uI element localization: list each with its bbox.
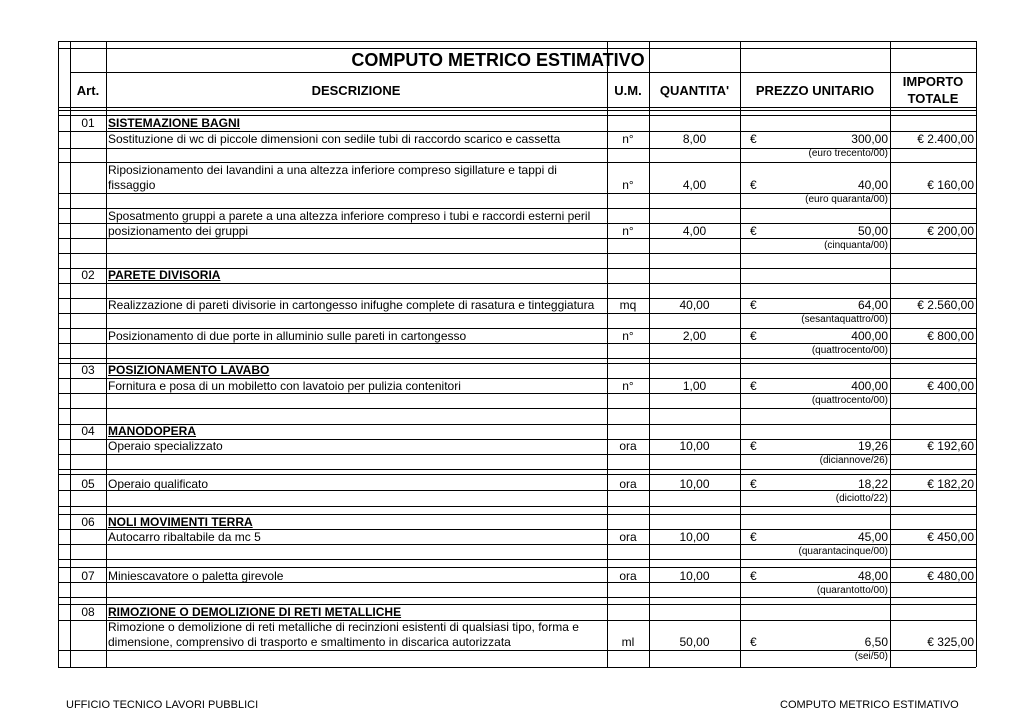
currency-symbol: € xyxy=(750,132,757,146)
grid-line xyxy=(106,41,107,667)
grid-line xyxy=(58,283,976,284)
item-um: ora xyxy=(619,569,637,583)
grid-line xyxy=(58,559,976,560)
item-unit-price: 40,00 xyxy=(857,178,888,192)
grid-line xyxy=(58,469,976,470)
currency-symbol: € xyxy=(750,569,757,583)
grid-line xyxy=(58,238,976,239)
item-unit-price: 19,26 xyxy=(857,439,888,453)
item-um: n° xyxy=(622,379,634,393)
currency-symbol: € xyxy=(750,298,757,312)
grid-line xyxy=(58,506,976,507)
item-quantity: 4,00 xyxy=(682,224,707,238)
item-quantity: 4,00 xyxy=(682,178,707,192)
grid-line xyxy=(58,474,976,475)
item-price-words: (quattrocento/00) xyxy=(811,395,888,406)
item-total: € 182,20 xyxy=(927,477,974,491)
item-description: Operaio specializzato xyxy=(108,439,223,453)
item-unit-price: 50,00 xyxy=(857,224,888,238)
item-um: ora xyxy=(619,477,637,491)
item-price-words: (quarantotto/00) xyxy=(816,585,888,596)
section-art: 03 xyxy=(81,363,95,377)
item-price-words: (diciannove/26) xyxy=(819,455,888,466)
currency-symbol: € xyxy=(750,530,757,544)
item-quantity: 1,00 xyxy=(682,379,707,393)
section-title: RIMOZIONE O DEMOLIZIONE DI RETI METALLICHE xyxy=(108,605,402,619)
section-art: 06 xyxy=(81,515,95,529)
grid-line xyxy=(58,393,976,394)
item-price-words: (euro trecento/00) xyxy=(808,148,888,159)
grid-line xyxy=(976,41,977,667)
grid-line xyxy=(58,253,976,254)
grid-line xyxy=(58,358,976,359)
item-unit-price: 400,00 xyxy=(851,379,888,393)
item-quantity: 40,00 xyxy=(679,298,710,312)
item-total: € 450,00 xyxy=(927,530,974,544)
item-um: n° xyxy=(622,132,634,146)
header-prezzo: PREZZO UNITARIO xyxy=(755,83,875,98)
item-total: € 160,00 xyxy=(927,178,974,192)
section-title: NOLI MOVIMENTI TERRA xyxy=(108,515,253,529)
item-total: € 192,60 xyxy=(927,439,974,453)
item-um: n° xyxy=(622,224,634,238)
section-art: 08 xyxy=(81,605,95,619)
page-title: COMPUTO METRICO ESTIMATIVO xyxy=(351,50,645,70)
item-total: € 480,00 xyxy=(927,569,974,583)
item-total: € 2.400,00 xyxy=(917,132,974,146)
currency-symbol: € xyxy=(750,178,757,192)
header-totale: TOTALE xyxy=(907,91,959,106)
item-description: Posizionamento di due porte in alluminio sulle pareti in cartongesso xyxy=(108,329,467,343)
item-um: mq xyxy=(619,298,637,312)
item-um: ora xyxy=(619,439,637,453)
item-unit-price: 45,00 xyxy=(857,530,888,544)
section-art: 02 xyxy=(81,268,95,282)
section-title: SISTEMAZIONE BAGNI xyxy=(108,116,241,130)
item-um: n° xyxy=(622,178,634,192)
item-unit-price: 64,00 xyxy=(857,298,888,312)
header-um: U.M. xyxy=(614,83,642,98)
header-importo: IMPORTO xyxy=(902,74,964,89)
currency-symbol: € xyxy=(750,329,757,343)
item-quantity: 2,00 xyxy=(682,329,707,343)
item-description: Sposatmento gruppi a parete a una altezza inferiore compreso i tubi e raccordi esterni peril xyxy=(108,209,591,223)
item-price-words: (sesantaquattro/00) xyxy=(801,314,888,325)
item-price-words: (sei/50) xyxy=(854,651,888,662)
item-unit-price: 400,00 xyxy=(851,329,888,343)
item-unit-price: 18,22 xyxy=(857,477,888,491)
grid-line xyxy=(58,544,976,545)
section-art: 01 xyxy=(81,116,95,130)
grid-line xyxy=(58,343,976,344)
section-title: MANODOPERA xyxy=(108,424,197,438)
item-unit-price: 6,50 xyxy=(864,635,888,649)
item-price-words: (euro quaranta/00) xyxy=(805,194,888,205)
currency-symbol: € xyxy=(750,477,757,491)
item-description-cont: dimensione, comprensivo di trasporto e smaltimento in discarica autorizzata xyxy=(108,635,511,649)
footer-doc-title: COMPUTO METRICO ESTIMATIVO xyxy=(780,699,959,711)
item-price-words: (cinquanta/00) xyxy=(824,240,888,251)
item-quantity: 8,00 xyxy=(682,132,707,146)
section-title: PARETE DIVISORIA xyxy=(108,268,221,282)
item-total: € 325,00 xyxy=(927,635,974,649)
grid-line xyxy=(58,41,59,667)
item-total: € 800,00 xyxy=(927,329,974,343)
item-description: Sostituzione di wc di piccole dimensioni con sedile tubi di raccordo scarico e cassetta xyxy=(108,132,561,146)
currency-symbol: € xyxy=(750,439,757,453)
grid-line xyxy=(58,41,976,42)
section-art: 04 xyxy=(81,424,95,438)
grid-line xyxy=(58,107,976,108)
item-description: Fornitura e posa di un mobiletto con lavatoio per pulizia contenitori xyxy=(108,379,461,393)
item-quantity: 50,00 xyxy=(679,635,710,649)
grid-line xyxy=(58,567,976,568)
item-price-words: (diciotto/22) xyxy=(835,493,888,504)
footer-office: UFFICIO TECNICO LAVORI PUBBLICI xyxy=(66,699,259,711)
grid-line xyxy=(58,408,976,409)
section-title: POSIZIONAMENTO LAVABO xyxy=(108,363,270,377)
item-price-words: (quattrocento/00) xyxy=(811,345,888,356)
section-art: 07 xyxy=(81,569,95,583)
item-description-cont: posizionamento dei gruppi xyxy=(108,224,249,238)
item-description: Autocarro ribaltabile da mc 5 xyxy=(108,530,261,544)
grid-line xyxy=(58,667,976,668)
item-description-cont: fissaggio xyxy=(108,178,156,192)
item-description: Riposizionamento dei lavandini a una altezza inferiore compreso sigillature e tappi di xyxy=(108,163,557,177)
item-um: n° xyxy=(622,329,634,343)
section-art: 05 xyxy=(81,477,95,491)
item-quantity: 10,00 xyxy=(679,530,710,544)
item-total: € 400,00 xyxy=(927,379,974,393)
item-um: ml xyxy=(621,635,635,649)
item-quantity: 10,00 xyxy=(679,477,710,491)
currency-symbol: € xyxy=(750,224,757,238)
item-quantity: 10,00 xyxy=(679,439,710,453)
grid-line xyxy=(70,72,976,73)
header-descrizione: DESCRIZIONE xyxy=(311,83,401,98)
item-description: Miniescavatore o paletta girevole xyxy=(108,569,284,583)
item-description: Realizzazione di pareti divisorie in cartongesso inifughe complete di rasatura e tinteggiatura xyxy=(108,298,595,312)
header-art: Art. xyxy=(76,83,100,98)
grid-line xyxy=(58,110,976,111)
item-unit-price: 300,00 xyxy=(851,132,888,146)
item-total: € 200,00 xyxy=(927,224,974,238)
header-quantita: QUANTITA' xyxy=(659,83,730,98)
item-quantity: 10,00 xyxy=(679,569,710,583)
item-price-words: (quarantacinque/00) xyxy=(798,546,888,557)
item-description: Operaio qualificato xyxy=(108,477,209,491)
currency-symbol: € xyxy=(750,635,757,649)
item-um: ora xyxy=(619,530,637,544)
item-description: Rimozione o demolizione di reti metalliche di recinzioni esistenti di qualsiasi tipo, forma e xyxy=(108,620,579,634)
currency-symbol: € xyxy=(750,379,757,393)
item-unit-price: 48,00 xyxy=(857,569,888,583)
grid-line xyxy=(58,597,976,598)
item-total: € 2.560,00 xyxy=(917,298,974,312)
